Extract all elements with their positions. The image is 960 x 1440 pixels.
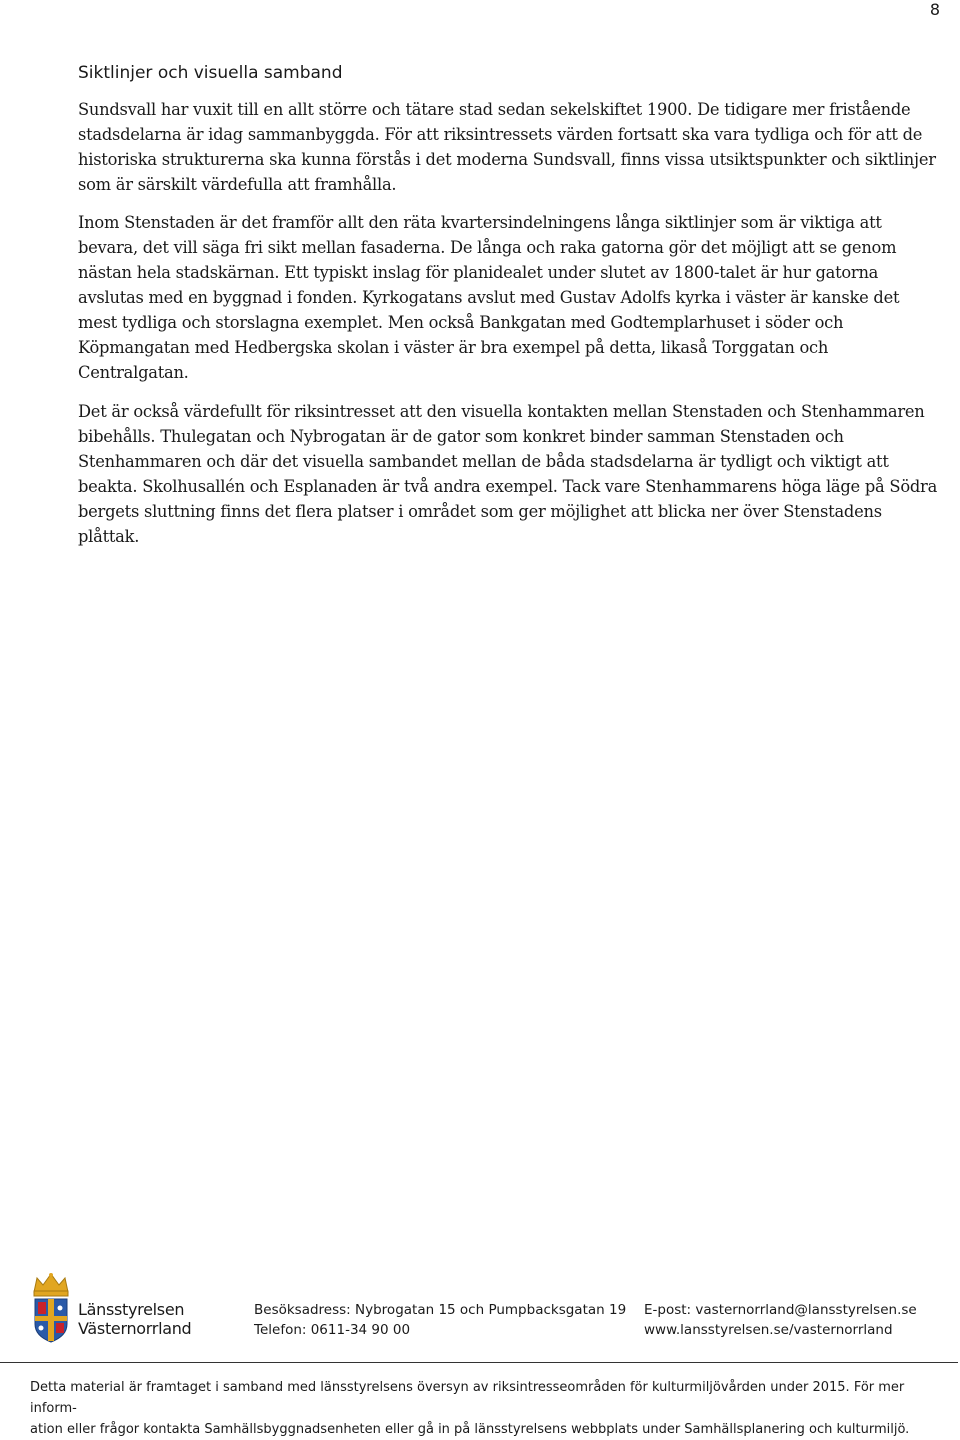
disclaimer-line-2: ation eller frågor kontakta Samhällsbyggnadsenheten eller gå in på länsstyrelsens webbplats under Samhällsplanering och kulturmiljö.	[30, 1422, 910, 1437]
main-content	[78, 60, 940, 563]
disclaimer-line-1: Detta material är framtaget i samband med länsstyrelsens översyn av riksintresseområden för kulturmiljövården under 2015. För mer inform-	[30, 1380, 905, 1416]
visit-address: Besöksadress: Nybrogatan 15 och Pumpbacksgatan 19	[254, 1302, 627, 1318]
paragraph-intro: Sundsvall har vuxit till en allt större och tätare stad sedan sekelskiftet 1900. De tidigare mer fristående stadsdelarna är idag sammanbyggda. För att riksintressets värden fortsatt ska vara tydliga och för att de historiska strukturerna ska kunna förstås i det moderna Sundsvall, finns vissa utsiktspunkter och siktlinjer som är särskilt värdefulla att framhålla.	[78, 100, 936, 194]
section-heading: Siktlinjer och visuella samband	[78, 63, 343, 83]
website-link[interactable]: www.lansstyrelsen.se/vasternorrland	[644, 1322, 893, 1338]
logo-line-2: Västernorrland	[78, 1319, 192, 1338]
email-address: E-post: vasternorrland@lansstyrelsen.se	[644, 1302, 917, 1318]
address-block	[254, 1300, 626, 1340]
agency-logo-wordmark	[78, 1300, 191, 1338]
crown-coat-of-arms-icon	[28, 1272, 74, 1344]
logo-line-1: Länsstyrelsen	[78, 1300, 185, 1319]
contact-block	[644, 1300, 917, 1340]
paragraph-stenhammaren: Det är också värdefullt för riksintresset att den visuella kontakten mellan Stenstaden och Stenhammaren bibehålls. Thulegatan och Nybrogatan är de gator som konkret binder samman Stenstaden och Stenhammaren och där det visuella sambandet mellan de båda stadsdelarna är tydligt och viktigt att beakta. Skolhusallén och Esplanaden är två andra exempel. Tack vare Stenhammarens höga läge på Södra bergets sluttning finns det flera platser i området som ger möjlighet att blicka ner över Stenstadens plåttak.	[78, 402, 938, 546]
phone-number: Telefon: 0611-34 90 00	[254, 1322, 411, 1338]
paragraph-stenstaden: Inom Stenstaden är det framför allt den räta kvartersindelningens långa siktlinjer som är viktiga att bevara, det vill säga fri sikt mellan fasaderna. De långa och raka gatorna gör det möjligt att se genom nästan hela stadskärnan. Ett typiskt inslag för planidealet under slutet av 1800-talet är hur gatorna avslutas med en byggnad i fonden. Kyrkogatans avslut med Gustav Adolfs kyrka i väster är kanske det mest tydliga och storslagna exemplet. Men också Bankgatan med Godtemplarhuset i söder och Köpmangatan med Hedbergska skolan i väster är bra exempel på detta, likaså Torggatan och Centralgatan.	[78, 213, 900, 382]
page-footer	[0, 1268, 960, 1437]
page-number: 8	[929, 0, 940, 19]
footer-divider	[0, 1362, 958, 1363]
footer-disclaimer	[30, 1377, 940, 1440]
